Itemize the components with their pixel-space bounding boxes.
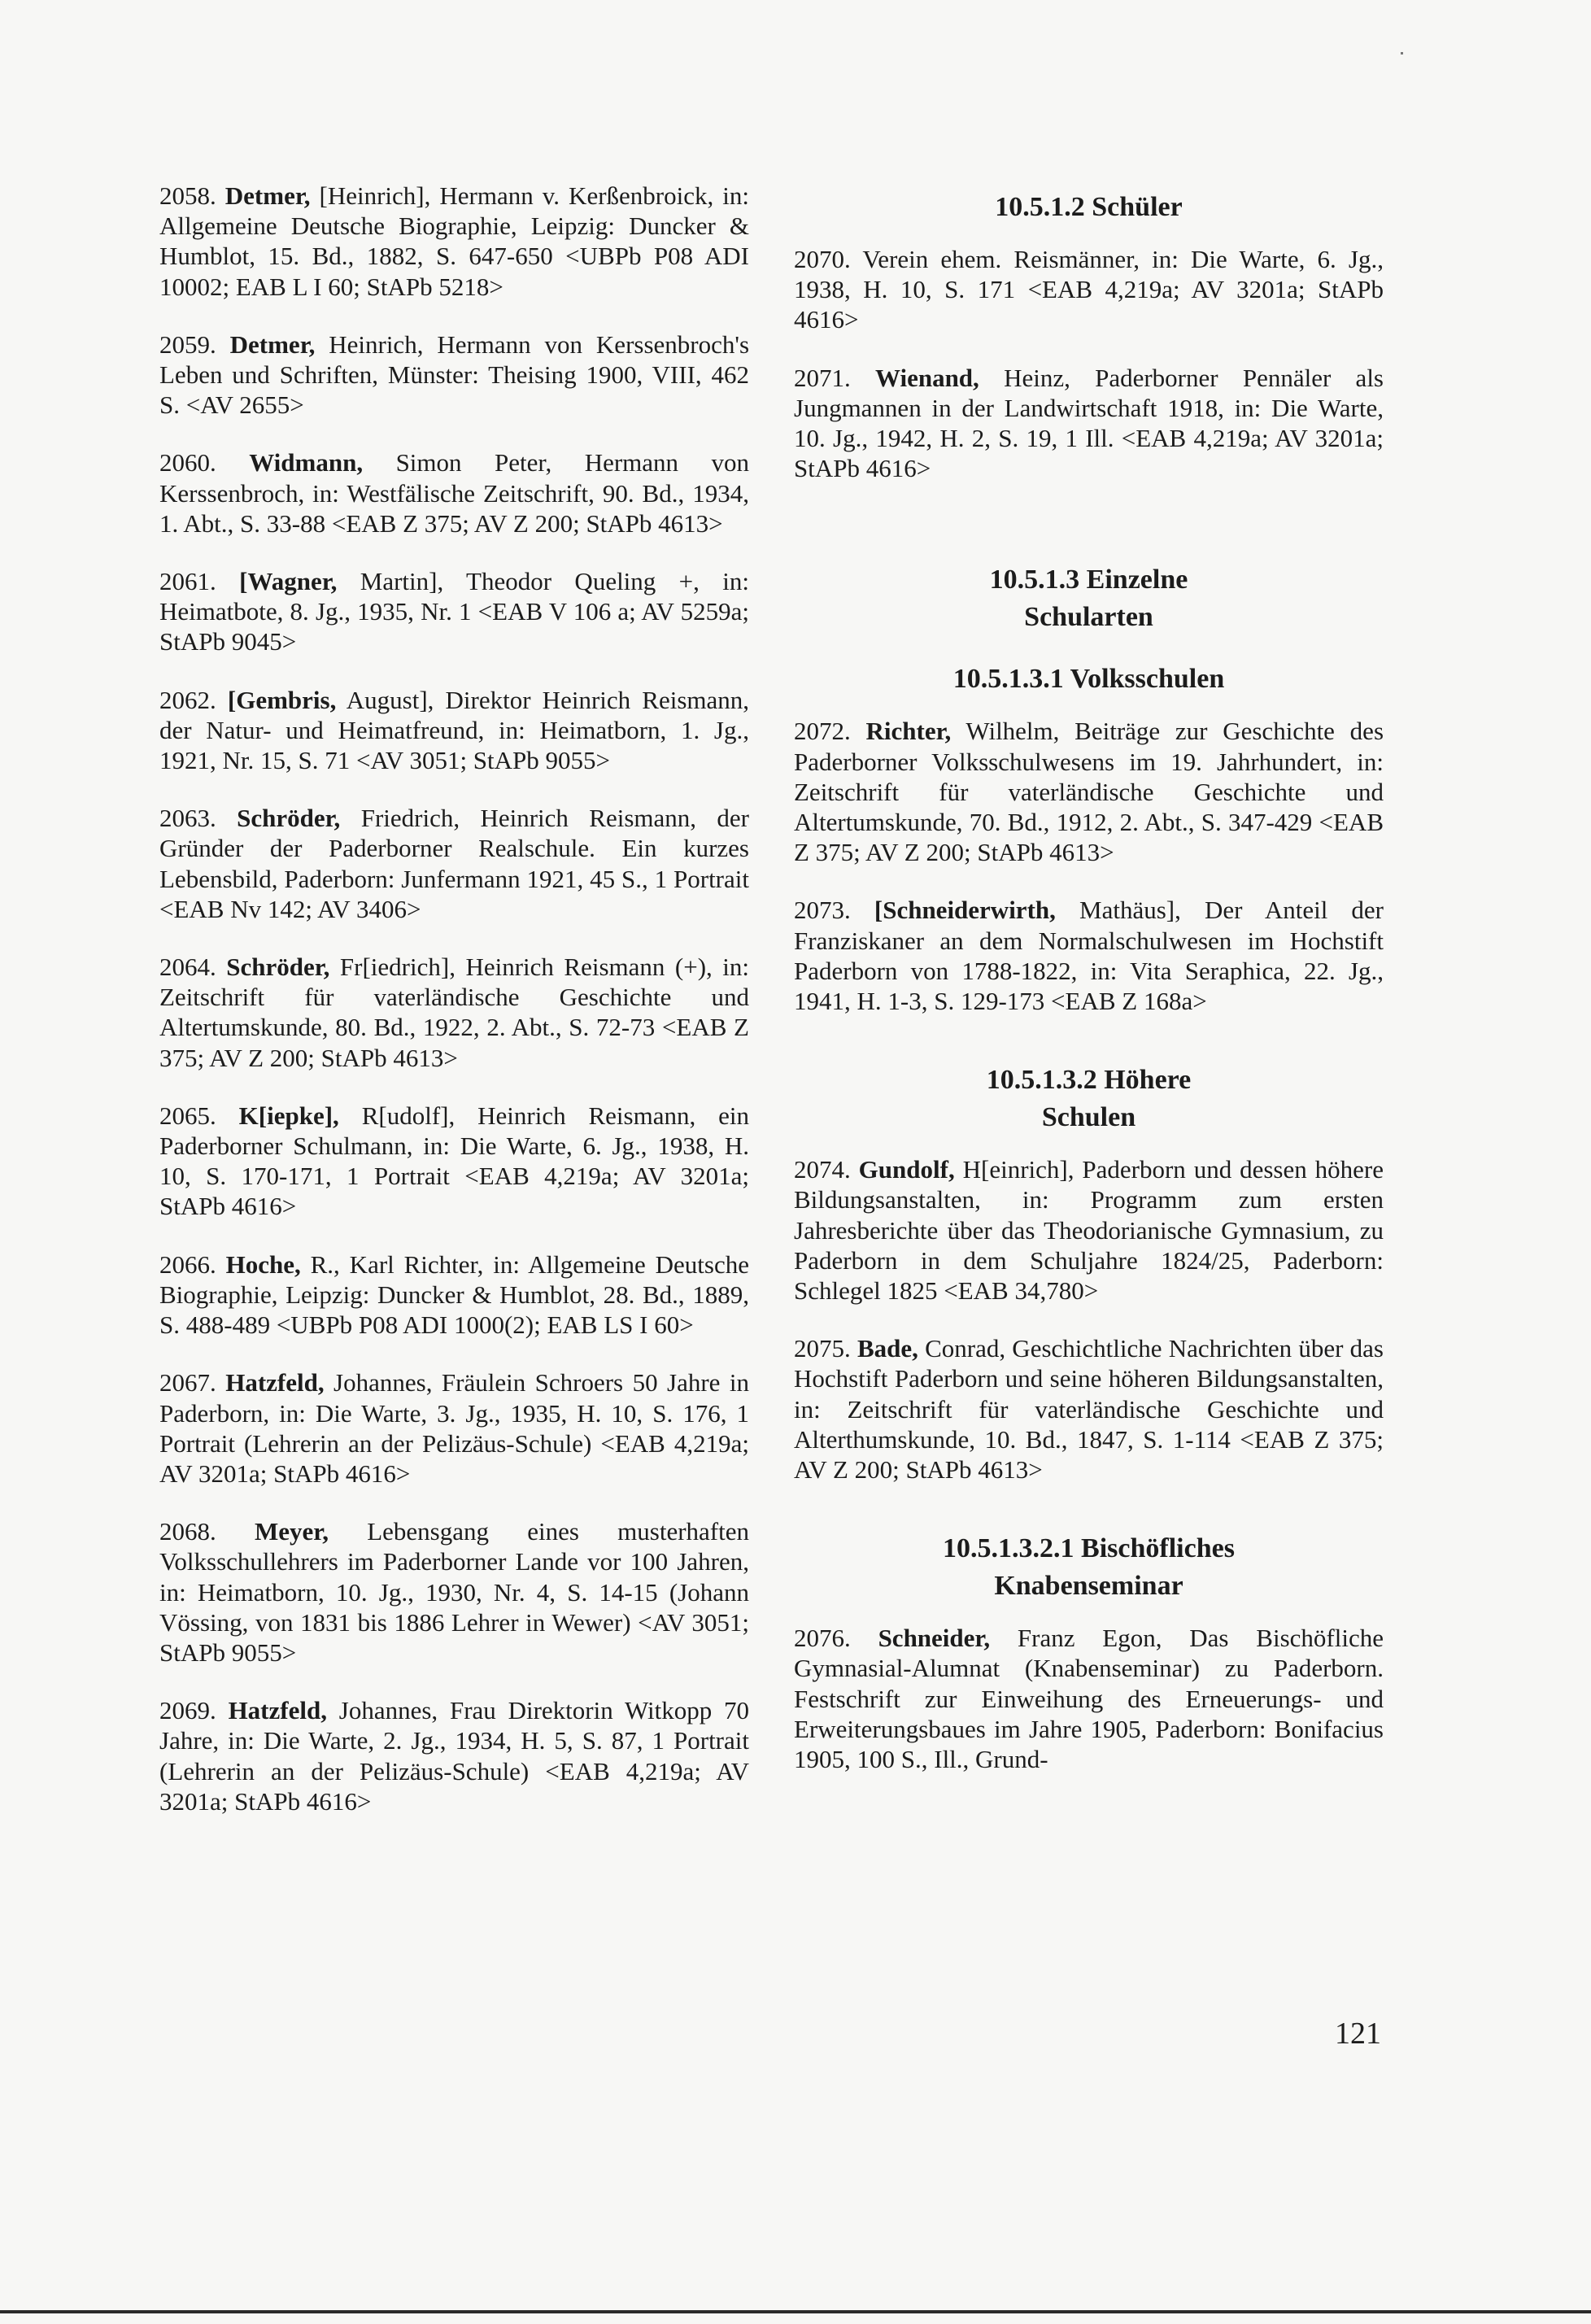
entry-text: Verein ehem. Reismänner, in: Die Warte, 6. Jg., 1938, H. 10, S. 171 <EAB 4,219a; AV 3201a; StAPb 4616> — [794, 245, 1384, 334]
bibliography-entry — [159, 181, 749, 302]
heading-line: 10.5.1.3.2.1 Bischöfliches — [943, 1533, 1235, 1564]
bibliography-entry — [159, 1367, 749, 1489]
bibliography-entry — [794, 1154, 1384, 1306]
entry-number: 2067. — [159, 1368, 216, 1397]
entry-number: 2072. — [794, 717, 851, 746]
right-column — [794, 181, 1384, 1802]
heading-line: 10.5.1.3 Einzelne — [989, 565, 1188, 595]
entry-author: Detmer, — [229, 329, 316, 359]
bibliography-entry — [794, 1333, 1384, 1485]
bibliography-entry — [794, 895, 1384, 1016]
entry-text: Wilhelm, Beiträge zur Geschichte des Paderborner Volksschulwesens im 19. Jahrhundert, in: Zeitschrift für vaterländische Geschichte und Altertumskunde, 70. Bd., 1912, 2. Abt., S. 347-429 <EAB Z 375; AV Z 200; StAPb 4613> — [794, 717, 1384, 867]
entry-author: Schröder, — [226, 953, 330, 982]
entry-text: Heinrich, Hermann von Kerssenbroch's Leben und Schriften, Münster: Theising 1900, VIII, 462 S. <AV 2655> — [159, 329, 750, 420]
scan-speck — [1401, 52, 1403, 55]
heading-line: Knabenseminar — [994, 1571, 1183, 1602]
entry-author: Hatzfeld, — [228, 1696, 327, 1725]
bibliography-entry — [159, 329, 749, 421]
left-column — [159, 181, 749, 1844]
entry-author: Schröder, — [237, 804, 341, 833]
entry-number: 2071. — [794, 363, 851, 392]
section-heading-volksschulen — [794, 661, 1384, 698]
bibliography-entry — [159, 1516, 749, 1668]
bibliography-entry — [794, 244, 1384, 335]
entry-author: Gundolf, — [858, 1155, 955, 1184]
bibliography-entry — [159, 685, 749, 776]
entry-text: Johannes, Frau Direktorin Witkopp 70 Jahre, in: Die Warte, 2. Jg., 1934, H. 5, S. 87, 1 Portrait (Lehrerin an der Pelizäus-Schule) <EAB 4,219a; AV 3201a; StAPb 4616> — [159, 1696, 749, 1816]
bibliography-entry — [794, 363, 1384, 484]
entry-number: 2075. — [794, 1334, 851, 1363]
entry-number: 2058. — [159, 181, 216, 210]
entry-text: Johannes, Fräulein Schroers 50 Jahre in Paderborn, in: Die Warte, 3. Jg., 1935, H. 10, S. 176, 1 Portrait (Lehrerin an der Pelizäus-Schule) <EAB 4,219a; AV 3201a; StAPb 4616> — [159, 1368, 749, 1488]
entry-author: K[iepke], — [238, 1101, 339, 1130]
entry-text: August], Direktor Heinrich Reismann, der Natur- und Heimatfreund, in: Heimatborn, 1. Jg., 1921, Nr. 15, S. 71 <AV 3051; StAPb 9055> — [159, 685, 750, 775]
bibliography-entry — [159, 1249, 749, 1341]
heading-text: 10.5.1.3.1 Volksschulen — [952, 664, 1225, 695]
entry-number: 2076. — [794, 1624, 851, 1653]
heading-line: Schularten — [1024, 602, 1153, 633]
entry-author: Hatzfeld, — [225, 1368, 325, 1397]
section-heading-einzelne-schularten — [794, 561, 1384, 636]
heading-line: 10.5.1.3.2 Höhere — [986, 1065, 1192, 1096]
bottom-rule — [0, 2310, 1591, 2313]
entry-text: Conrad, Geschichtliche Nachrichten über das Hochstift Paderborn und seine höheren Bildungsanstalten, in: Zeitschrift für vaterländische Geschichte und Alterthumskunde, 10. Bd., 1847, S. 1-114 <EAB Z 375; AV Z 200; StAPb 4613> — [794, 1334, 1384, 1485]
entry-number: 2062. — [159, 685, 216, 714]
entry-number: 2068. — [159, 1517, 216, 1546]
entry-author: [Schneiderwirth, — [874, 896, 1056, 925]
entry-text: Mathäus], Der Anteil der Franziskaner an dem Normalschulwesen im Hochstift Paderborn von 1788-1822, in: Vita Seraphica, 22. Jg., 1941, H. 1-3, S. 129-173 <EAB Z 168a> — [794, 896, 1384, 1016]
page-number: 121 — [1335, 2017, 1381, 2051]
entry-number: 2070. — [794, 245, 851, 273]
entry-number: 2073. — [794, 896, 851, 925]
entry-number: 2074. — [794, 1155, 851, 1184]
entry-author: Widmann, — [249, 448, 364, 477]
entry-number: 2066. — [159, 1249, 216, 1279]
entry-text: Martin], Theodor Queling +, in: Heimatbote, 8. Jg., 1935, Nr. 1 <EAB V 106 a; AV 5259a; StAPb 9045> — [159, 567, 750, 656]
bibliography-entry — [159, 952, 749, 1073]
entry-text: R., Karl Richter, in: Allgemeine Deutsche Biographie, Leipzig: Duncker & Humblot, 28. Bd., 1889, S. 488-489 <UBPb P08 ADI 1000(2); EAB LS I 60> — [159, 1249, 749, 1340]
bibliography-entry — [159, 566, 749, 657]
entry-text: [Heinrich], Hermann v. Kerßenbroick, in: Allgemeine Deutsche Biographie, Leipzig: Duncker & Humblot, 15. Bd., 1882, S. 647-650 <UBPb P08 ADI 10002; EAB L I 60; StAPb 5218> — [159, 181, 749, 301]
bibliography-entry — [159, 1101, 749, 1222]
bibliography-entry — [159, 447, 749, 538]
entry-text: Franz Egon, Das Bischöfliche Gymnasial-Alumnat (Knabenseminar) zu Paderborn. Festschrift zur Einweihung des Erneuerungs- und Erweiterungsbaues im Jahre 1905, Paderborn: Bonifacius 1905, 100 S., Ill., Grund- — [794, 1624, 1384, 1774]
entry-author: Bade, — [857, 1334, 918, 1363]
entry-author: Hoche, — [225, 1249, 301, 1279]
entry-author: Wienand, — [875, 363, 979, 392]
entry-number: 2060. — [159, 448, 216, 477]
entry-author: Detmer, — [224, 181, 311, 210]
entry-number: 2064. — [159, 953, 216, 982]
entry-text: Lebensgang eines musterhaften Volksschullehrers im Paderborner Lande vor 100 Jahren, in: Heimatborn, 10. Jg., 1930, Nr. 4, S. 14-15 (Johann Vössing, von 1831 bis 1886 Lehrer in Wewer) <AV 3051; StAPb 9055> — [159, 1517, 749, 1667]
heading-text: 10.5.1.2 Schüler — [995, 192, 1183, 222]
section-heading-schueler — [794, 189, 1384, 226]
entry-author: [Wagner, — [239, 567, 338, 596]
entry-number: 2061. — [159, 567, 216, 596]
entry-text: Friedrich, Heinrich Reismann, der Gründer der Paderborner Realschule. Ein kurzes Lebensbild, Paderborn: Junfermann 1921, 45 S., 1 Portrait <EAB Nv 142; AV 3406> — [159, 804, 750, 923]
heading-line: Schulen — [1041, 1102, 1136, 1133]
bibliography-entry — [159, 803, 749, 924]
entry-number: 2065. — [159, 1101, 216, 1130]
entry-text: R[udolf], Heinrich Reismann, ein Paderborner Schulmann, in: Die Warte, 6. Jg., 1938, H. 10, S. 170-171, 1 Portrait <EAB 4,219a; AV 3201a; StAPb 4616> — [159, 1101, 750, 1221]
entry-text: Heinz, Paderborner Pennäler als Jungmannen in der Landwirtschaft 1918, in: Die Warte, 10. Jg., 1942, H. 2, S. 19, 1 Ill. <EAB 4,219a; AV 3201a; StAPb 4616> — [794, 363, 1384, 483]
bibliography-entry — [794, 1623, 1384, 1774]
entry-author: Schneider, — [878, 1624, 991, 1653]
entry-number: 2059. — [159, 329, 216, 359]
bibliography-entry — [159, 1695, 749, 1816]
section-heading-knabenseminar — [794, 1530, 1384, 1605]
entry-author: Meyer, — [255, 1517, 329, 1546]
entry-text: Fr[iedrich], Heinrich Reismann (+), in: Zeitschrift für vaterländische Geschichte und Altertumskunde, 80. Bd., 1922, 2. Abt., S. 72-73 <EAB Z 375; AV Z 200; StAPb 4613> — [159, 953, 749, 1072]
entry-author: Richter, — [865, 717, 952, 746]
entry-text: Simon Peter, Hermann von Kerssenbroch, in: Westfälische Zeitschrift, 90. Bd., 1934, 1. Abt., S. 33-88 <EAB Z 375; AV Z 200; StAPb 4613> — [159, 448, 750, 538]
entry-number: 2069. — [159, 1696, 216, 1725]
section-heading-hoehere-schulen — [794, 1062, 1384, 1136]
bibliography-entry — [794, 716, 1384, 867]
entry-number: 2063. — [159, 804, 216, 833]
entry-text: H[einrich], Paderborn und dessen höhere Bildungsanstalten, in: Programm zum ersten Jahresberichte über das Theodorianische Gymnasium, zu Paderborn in dem Schuljahre 1824/25, Paderborn: Schlegel 1825 <EAB 34,780> — [794, 1155, 1384, 1306]
entry-author: [Gembris, — [227, 685, 337, 714]
